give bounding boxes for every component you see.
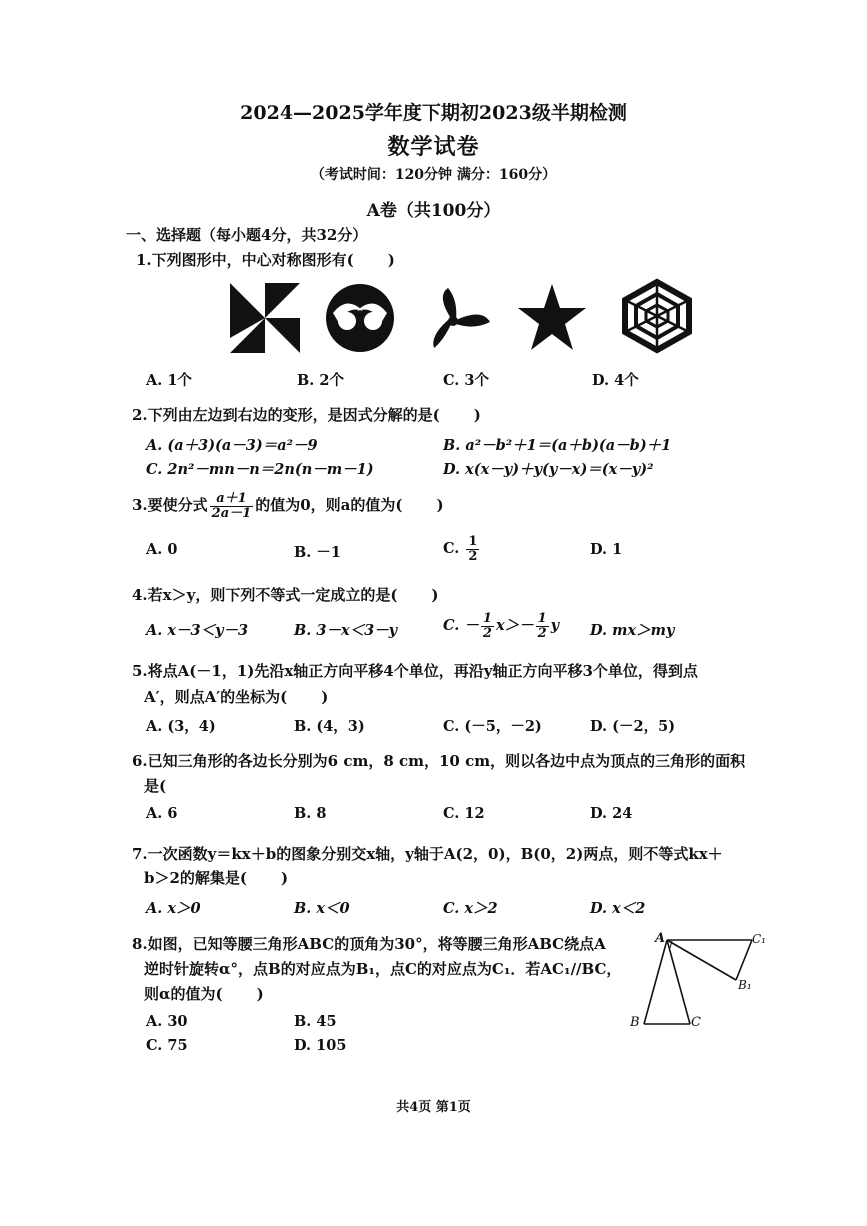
q1-close-paren: ) <box>387 251 395 269</box>
q3-stem <box>132 492 444 520</box>
q5-close-paren: ) <box>321 688 329 706</box>
q3-frac-num: a＋1 <box>210 492 254 507</box>
q3-option-c-den: 2 <box>468 548 478 564</box>
q4-option-c-minus: － <box>464 617 479 635</box>
q2-option-c[interactable]: C. 2n²－mn－n＝2n(n－m－1) <box>146 461 374 478</box>
q8-stem-line2: 逆时针旋转α°，点B的对应点为B₁，点C的对应点为C₁．若AC₁//BC， <box>144 960 622 978</box>
q8-stem-line3 <box>144 983 264 1004</box>
q8-stem-line3-text: 则α的值为( <box>144 985 223 1003</box>
q3-stem-post: 的值为0，则a的值为( <box>255 496 403 515</box>
q4-option-c-num1: 1 <box>482 611 492 626</box>
q3-stem-pre: 3.要使分式 <box>132 496 208 515</box>
q8-option-d[interactable]: D. 105 <box>294 1037 347 1054</box>
q8-label-a: A <box>655 931 666 946</box>
q7-close-paren: ) <box>281 869 289 887</box>
q4-option-c[interactable] <box>443 612 559 640</box>
q7-option-a[interactable]: A. x＞0 <box>146 900 201 917</box>
q6-option-a[interactable]: A. 6 <box>146 805 178 822</box>
q7-option-c[interactable]: C. x＞2 <box>443 900 498 917</box>
q3-option-c-label: C. <box>443 540 460 558</box>
q1-option-b[interactable]: B. 2个 <box>297 372 344 389</box>
q5-stem-line1: 5.将点A(－1，1)先沿x轴正方向平移4个单位，再沿y轴正方向平移3个单位，得到点 <box>132 662 698 680</box>
q5-option-b[interactable]: B. (4，3) <box>294 718 365 735</box>
q8-label-b1: B₁ <box>738 978 752 992</box>
q6-option-b[interactable]: B. 8 <box>294 805 327 822</box>
q5-stem-line2 <box>144 686 328 707</box>
q3-frac-den: 2a－1 <box>211 505 252 521</box>
q6-option-d[interactable]: D. 24 <box>590 805 633 822</box>
q5-option-c[interactable]: C. (－5，－2) <box>443 718 542 735</box>
q4-stem-text: 4.若x＞y，则下列不等式一定成立的是( <box>132 586 398 604</box>
section-a-title: A卷（共100分） <box>366 201 501 221</box>
subject-title: 数学试卷 <box>387 134 480 160</box>
exam-info: （考试时间：120分钟 满分：160分） <box>310 167 557 183</box>
q3-option-c-num: 1 <box>468 534 478 549</box>
q8-label-c1: C₁ <box>752 932 766 946</box>
q2-stem <box>132 404 481 425</box>
q3-option-c-fraction <box>466 535 479 563</box>
yin-yang-icon <box>325 283 395 353</box>
q4-option-c-mid: x＞－ <box>495 617 534 635</box>
q2-option-a[interactable]: A. (a＋3)(a－3)＝a²－9 <box>146 437 318 454</box>
q2-close-paren: ) <box>473 406 481 424</box>
q4-close-paren: ) <box>431 586 439 604</box>
q7-stem-line1: 7.一次函数y＝kx＋b的图象分别交x轴，y轴于A(2，0)，B(0，2)两点，则不等式kx＋ <box>132 845 723 863</box>
q3-option-a[interactable]: A. 0 <box>146 541 178 558</box>
q7-option-b[interactable]: B. x＜0 <box>294 900 350 917</box>
q4-option-c-fraction2 <box>536 612 549 640</box>
q2-option-b[interactable]: B. a²－b²＋1＝(a＋b)(a－b)＋1 <box>443 437 672 454</box>
q3-close-paren: ) <box>436 496 444 515</box>
page-footer: 共4页 第1页 <box>396 1100 471 1115</box>
q5-stem-line2-text: A′，则点A′的坐标为( <box>144 688 288 706</box>
part1-heading: 一、选择题（每小题4分，共32分） <box>126 226 368 244</box>
q3-option-b[interactable]: B. －1 <box>294 544 341 561</box>
exam-title: 2024—2025学年度下期初2023级半期检测 <box>240 102 627 124</box>
q1-stem-text: 1.下列图形中，中心对称图形有( <box>136 251 354 269</box>
q4-option-a[interactable]: A. x－3＜y－3 <box>146 622 249 639</box>
pinwheel-icon <box>230 283 300 353</box>
q2-stem-text: 2.下列由左边到右边的变形，是因式分解的是( <box>132 406 440 424</box>
q8-label-b: B <box>630 1015 640 1030</box>
q4-option-c-post: y <box>550 617 560 635</box>
q8-close-paren: ) <box>256 985 264 1003</box>
q3-option-c[interactable] <box>443 535 481 563</box>
q4-option-c-den2: 2 <box>537 625 547 641</box>
q7-stem-line2 <box>144 867 288 888</box>
q1-option-a[interactable]: A. 1个 <box>146 372 192 389</box>
q8-stem-line1: 8.如图，已知等腰三角形ABC的顶角为30°，将等腰三角形ABC绕点A <box>132 935 606 953</box>
q4-option-d[interactable]: D. mx＞my <box>590 622 675 639</box>
q5-option-d[interactable]: D. (－2，5) <box>590 718 676 735</box>
q4-option-b[interactable]: B. 3－x＜3－y <box>294 622 398 639</box>
q6-stem-line2: 是( <box>144 777 167 795</box>
q4-option-c-den1: 2 <box>482 625 492 641</box>
q4-stem <box>132 584 439 605</box>
q1-option-d[interactable]: D. 4个 <box>592 372 639 389</box>
q4-option-c-label: C. <box>443 617 460 635</box>
q8-option-c[interactable]: C. 75 <box>146 1037 188 1054</box>
q8-option-a[interactable]: A. 30 <box>146 1013 188 1030</box>
propeller-icon <box>430 286 492 350</box>
q3-fraction <box>210 492 254 520</box>
q8-label-c: C <box>691 1015 701 1030</box>
q3-option-d[interactable]: D. 1 <box>590 541 623 558</box>
q1-stem <box>136 249 395 270</box>
q8-option-b[interactable]: B. 45 <box>294 1013 337 1030</box>
q4-option-c-fraction1 <box>481 612 494 640</box>
hexagon-web-icon <box>623 280 691 352</box>
q6-option-c[interactable]: C. 12 <box>443 805 485 822</box>
q7-stem-line2-text: b＞2的解集是( <box>144 869 248 887</box>
q5-option-a[interactable]: A. (3，4) <box>146 718 216 735</box>
q1-option-c[interactable]: C. 3个 <box>443 372 489 389</box>
q6-stem-line1: 6.已知三角形的各边长分别为6 cm，8 cm，10 cm，则以各边中点为顶点的三角形的面积 <box>132 752 746 770</box>
q4-option-c-num2: 1 <box>537 611 547 626</box>
q7-option-d[interactable]: D. x＜2 <box>590 900 646 917</box>
q2-option-d[interactable]: D. x(x－y)＋y(y－x)＝(x－y)² <box>443 461 654 478</box>
star-icon <box>518 284 586 350</box>
